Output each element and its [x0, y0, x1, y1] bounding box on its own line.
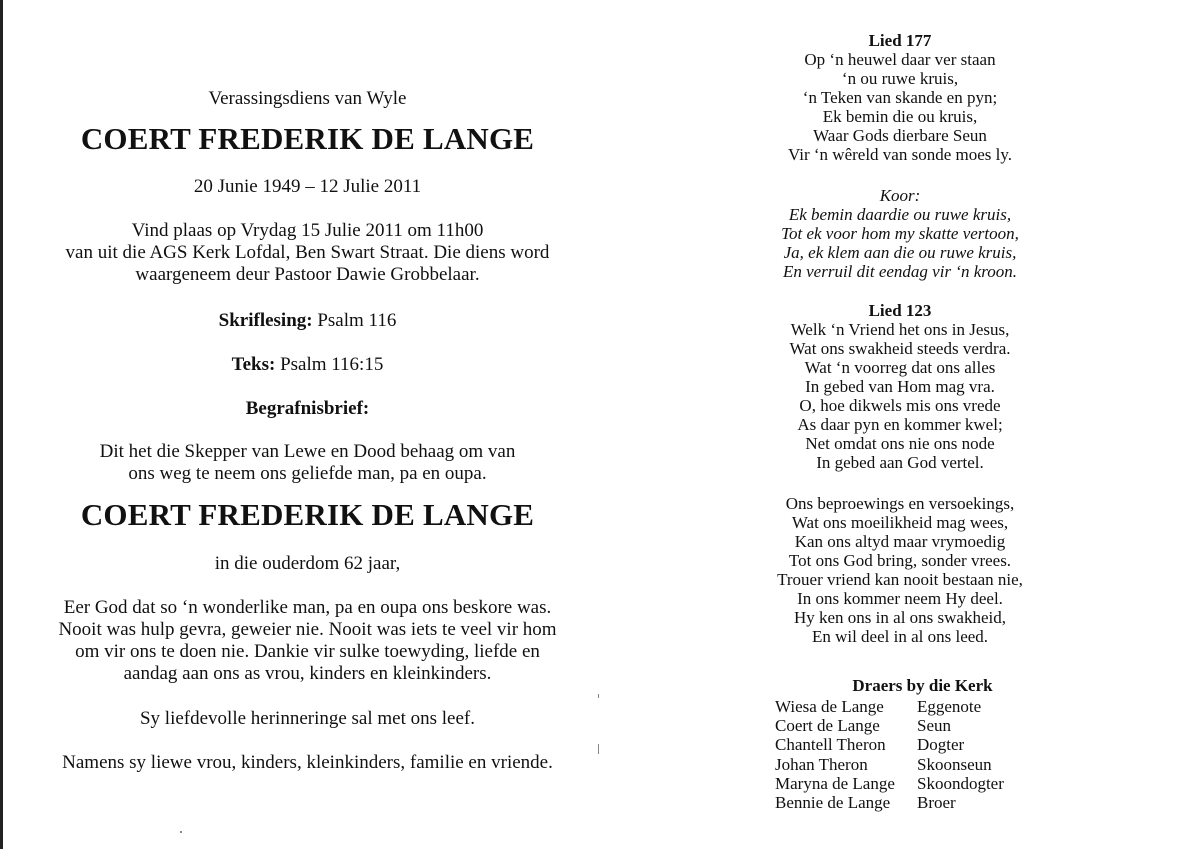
scan-speck — [180, 831, 182, 833]
tribute-line-2: Nooit was hulp gevra, geweier nie. Nooit was iets te veel vir hom — [58, 619, 557, 640]
hymn-123-title: Lied 123 — [868, 301, 932, 320]
hymn-123-line: In gebed van Hom mag vra. — [805, 377, 995, 396]
funeral-letter-label: Begrafnisbrief: — [245, 398, 370, 419]
bearer-row — [775, 774, 1004, 793]
memory-line: Sy liefdevolle herinneringe sal met ons leef. — [139, 708, 476, 729]
hymn-123-line: Kan ons altyd maar vrymoedig — [794, 532, 1006, 551]
tribute-line-4: aandag aan ons as vrou, kinders en kleinkinders. — [123, 663, 492, 684]
letter-line-1: Dit het die Skepper van Lewe en Dood behaag om van — [99, 441, 516, 462]
chorus-line: En verruil dit eendag vir ‘n kroon. — [782, 262, 1017, 281]
signoff-line: Namens sy liewe vrou, kinders, kleinkinders, familie en vriende. — [62, 752, 553, 773]
hymn-123-line: Trouer vriend kan nooit bestaan nie, — [777, 570, 1023, 589]
venue-line-1: Vind plaas op Vrydag 15 Julie 2011 om 11h00 — [131, 220, 484, 241]
hymn-123-line: Hy ken ons in al ons swakheid, — [793, 608, 1006, 627]
hymn-123-line: Wat ‘n voorreg dat ons alles — [804, 358, 996, 377]
bearer-name: Johan Theron — [775, 754, 868, 774]
bearer-relation: Skoondogter — [917, 773, 1004, 793]
hymn-123-line: In ons kommer neem Hy deel. — [797, 589, 1003, 608]
bearer-name: Wiesa de Lange — [775, 697, 884, 716]
scan-speck — [598, 744, 599, 754]
chorus-line: Ek bemin daardie ou ruwe kruis, — [788, 205, 1012, 224]
scripture-reading-value: Psalm 116 — [317, 310, 397, 331]
bearer-relation: Seun — [917, 716, 951, 736]
bearer-relation: Broer — [917, 793, 956, 813]
letter-line-2: ons weg te neem ons geliefde man, pa en oupa. — [128, 463, 487, 484]
deceased-name: COERT FREDERIK DE LANGE — [80, 121, 535, 156]
bearers-list — [775, 697, 1004, 812]
hymn-123-line: Tot ons God bring, sonder vrees. — [788, 551, 1012, 570]
hymn-123-line: Net omdat ons nie ons node — [805, 434, 995, 453]
scripture-reading-label: Skriflesing: — [218, 310, 313, 331]
text-reference — [20, 354, 595, 376]
chorus-line: Tot ek voor hom my skatte vertoon, — [781, 224, 1019, 243]
scripture-reading — [20, 310, 595, 332]
tribute-line-3: om vir ons te doen nie. Dankie vir sulke toewyding, liefde en — [75, 641, 540, 662]
bearer-relation: Eggenote — [917, 697, 982, 716]
hymn-123-line: Ons beproewings en versoekings, — [785, 494, 1015, 513]
bearer-name: Maryna de Lange — [775, 773, 895, 793]
hymn-123-line: In gebed aan God vertel. — [816, 453, 984, 472]
hymn-123-line: Wat ons moeilikheid mag wees, — [791, 513, 1009, 532]
hymn-177-line: Op ‘n heuwel daar ver staan — [804, 50, 996, 69]
service-title: Verassingsdiens van Wyle — [208, 88, 407, 109]
hymn-123-line: Welk ‘n Vriend het ons in Jesus, — [790, 320, 1010, 339]
bearers-title: Draers by die Kerk — [852, 676, 993, 695]
page-edge — [0, 0, 3, 849]
tribute-line-1: Eer God dat so ‘n wonderlike man, pa en oupa ons beskore was. — [63, 597, 552, 618]
hymn-123-line: O, hoe dikwels mis ons vrede — [799, 396, 1001, 415]
deceased-name-repeat: COERT FREDERIK DE LANGE — [80, 497, 535, 532]
bearer-row — [775, 697, 1004, 716]
bearer-relation: Skoonseun — [917, 754, 992, 774]
text-value: Psalm 116:15 — [280, 354, 384, 375]
bearer-name: Chantell Theron — [775, 735, 886, 755]
bearer-row — [775, 735, 1004, 754]
hymn-177-title: Lied 177 — [868, 31, 932, 50]
hymn-123-line: En wil deel in al ons leed. — [811, 627, 989, 646]
hymn-177-line: Waar Gods dierbare Seun — [813, 126, 987, 145]
hymn-177-line: ‘n ou ruwe kruis, — [841, 69, 959, 88]
bearer-name: Coert de Lange — [775, 716, 880, 736]
life-dates: 20 Junie 1949 – 12 Julie 2011 — [193, 176, 422, 197]
hymn-123-line: As daar pyn en kommer kwel; — [797, 415, 1003, 434]
scan-speck — [598, 694, 599, 698]
bearer-relation: Dogter — [917, 735, 965, 755]
hymn-177-line: ‘n Teken van skande en pyn; — [802, 88, 998, 107]
bearer-row — [775, 755, 1004, 774]
chorus-label: Koor: — [879, 186, 921, 205]
age-line: in die ouderdom 62 jaar, — [214, 553, 401, 574]
bearer-row — [775, 716, 1004, 735]
venue-line-3: waargeneem deur Pastoor Dawie Grobbelaar. — [135, 264, 480, 285]
venue-line-2: van uit die AGS Kerk Lofdal, Ben Swart Straat. Die diens word — [65, 242, 550, 263]
chorus-line: Ja, ek klem aan die ou ruwe kruis, — [783, 243, 1017, 262]
hymn-177-line: Ek bemin die ou kruis, — [822, 107, 978, 126]
hymn-177-line: Vir ‘n wêreld van sonde moes ly. — [787, 145, 1012, 164]
text-label: Teks: — [231, 354, 276, 375]
bearer-name: Bennie de Lange — [775, 793, 891, 813]
hymn-123-line: Wat ons swakheid steeds verdra. — [789, 339, 1011, 358]
bearer-row — [775, 793, 1004, 812]
